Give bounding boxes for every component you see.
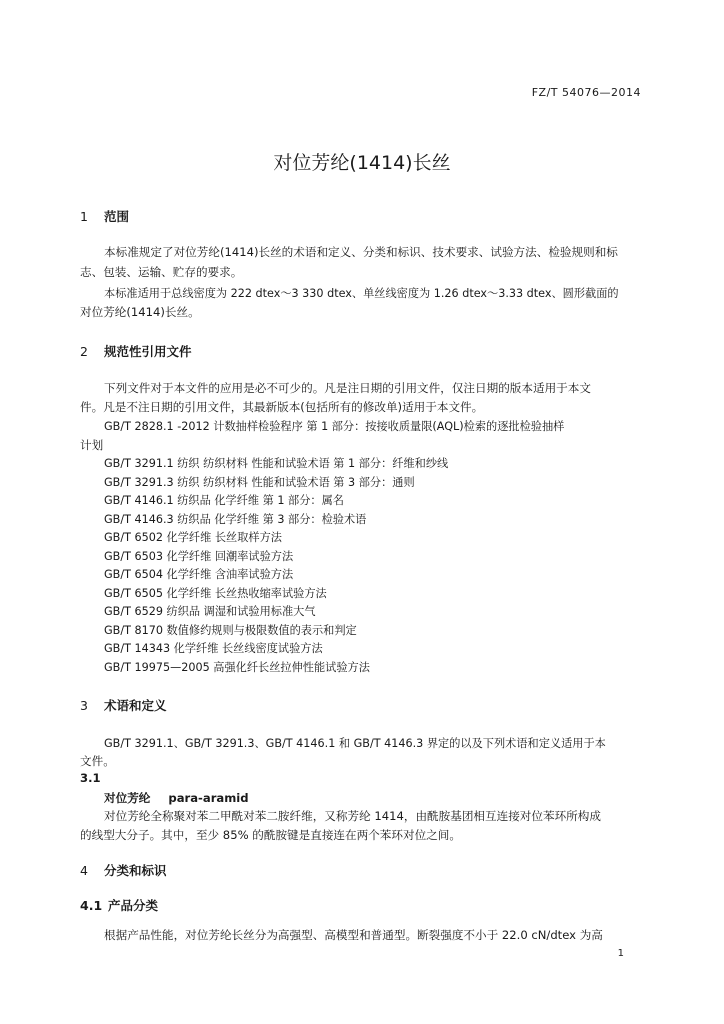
section-1-heading [80, 207, 129, 225]
s3-p1-line1: GB/T 3291.1、GB/T 3291.3、GB/T 4146.1 和 GB/T 4146.3 界定的以及下列术语和定义适用于本 [104, 737, 606, 750]
reference-item: GB/T 3291.3 纺织 纺织材料 性能和试验术语 第 3 部分：通则 [104, 476, 415, 489]
s1-p2-line2: 对位芳纶(1414)长丝。 [80, 305, 200, 319]
s1-p2-line1: 本标准适用于总线密度为 222 dtex～3 330 dtex、单丝线密度为 1.26 dtex～3.33 dtex、圆形截面的 [104, 287, 619, 300]
standard-number: FZ/T 54076—2014 [531, 86, 641, 99]
s3-def-line2: 的线型大分子。其中，至少 85% 的酰胺键是直接连在两个苯环对位之间。 [80, 828, 461, 842]
subsection-number: 3.1 [80, 771, 101, 785]
section-number: 3 [80, 698, 88, 713]
reference-item: GB/T 4146.1 纺织品 化学纤维 第 1 部分：属名 [104, 494, 344, 507]
section-4-heading [80, 861, 167, 879]
document-title: 对位芳纶(1414)长丝 [273, 152, 451, 174]
section-title: 范围 [104, 209, 130, 224]
reference-item: GB/T 6505 化学纤维 长丝热收缩率试验方法 [104, 587, 327, 600]
subsection-number: 4.1 [80, 898, 103, 913]
reference-item: GB/T 14343 化学纤维 长丝线密度试验方法 [104, 642, 323, 655]
reference-item: GB/T 19975—2005 高强化纤长丝拉伸性能试验方法 [104, 661, 370, 674]
term-chinese: 对位芳纶 [104, 791, 151, 805]
reference-item: GB/T 8170 数值修约规则与极限数值的表示和判定 [104, 624, 357, 637]
reference-item: GB/T 3291.1 纺织 纺织材料 性能和试验术语 第 1 部分：纤维和纱线 [104, 457, 449, 470]
reference-item: GB/T 2828.1 -2012 计数抽样检验程序 第 1 部分：按接收质量限(AQL)检索的逐批检验抽样 [104, 420, 565, 433]
subsection-4-1-heading [80, 896, 158, 914]
section-title: 分类和标识 [104, 863, 167, 878]
reference-item: GB/T 6529 纺织品 调湿和试验用标准大气 [104, 605, 316, 618]
section-title: 术语和定义 [104, 698, 167, 713]
section-3-heading [80, 696, 167, 714]
term-entry [104, 790, 249, 806]
page-number: 1 [617, 948, 624, 959]
section-number: 2 [80, 344, 88, 359]
subsection-title: 产品分类 [108, 898, 159, 913]
section-number: 4 [80, 863, 88, 878]
s1-p1-line2: 志、包装、运输、贮存的要求。 [80, 265, 243, 279]
s4-p1-line1: 根据产品性能，对位芳纶长丝分为高强型、高模型和普通型。断裂强度不小于 22.0 cN/dtex 为高 [104, 928, 603, 942]
section-number: 1 [80, 209, 88, 224]
term-english: para-aramid [168, 791, 249, 805]
s3-p1-line2: 文件。 [80, 754, 115, 768]
s2-intro-line2: 件。凡是不注日期的引用文件，其最新版本(包括所有的修改单)适用于本文件。 [80, 400, 484, 414]
s2-intro-line1: 下列文件对于本文件的应用是必不可少的。凡是注日期的引用文件，仅注日期的版本适用于本文 [104, 381, 591, 395]
reference-item: GB/T 4146.3 纺织品 化学纤维 第 3 部分：检验术语 [104, 513, 367, 526]
s3-def-line1: 对位芳纶全称聚对苯二甲酰对苯二胺纤维，又称芳纶 1414，由酰胺基团相互连接对位苯环所构成 [104, 809, 601, 823]
s1-p1-line1: 本标准规定了对位芳纶(1414)长丝的术语和定义、分类和标识、技术要求、试验方法、检验规则和标 [104, 245, 618, 259]
section-title: 规范性引用文件 [104, 344, 192, 359]
reference-item: GB/T 6502 化学纤维 长丝取样方法 [104, 531, 282, 544]
reference-item-continued: 计划 [80, 438, 104, 452]
reference-item: GB/T 6503 化学纤维 回潮率试验方法 [104, 550, 294, 563]
section-2-heading [80, 342, 192, 360]
reference-item: GB/T 6504 化学纤维 含油率试验方法 [104, 568, 294, 581]
